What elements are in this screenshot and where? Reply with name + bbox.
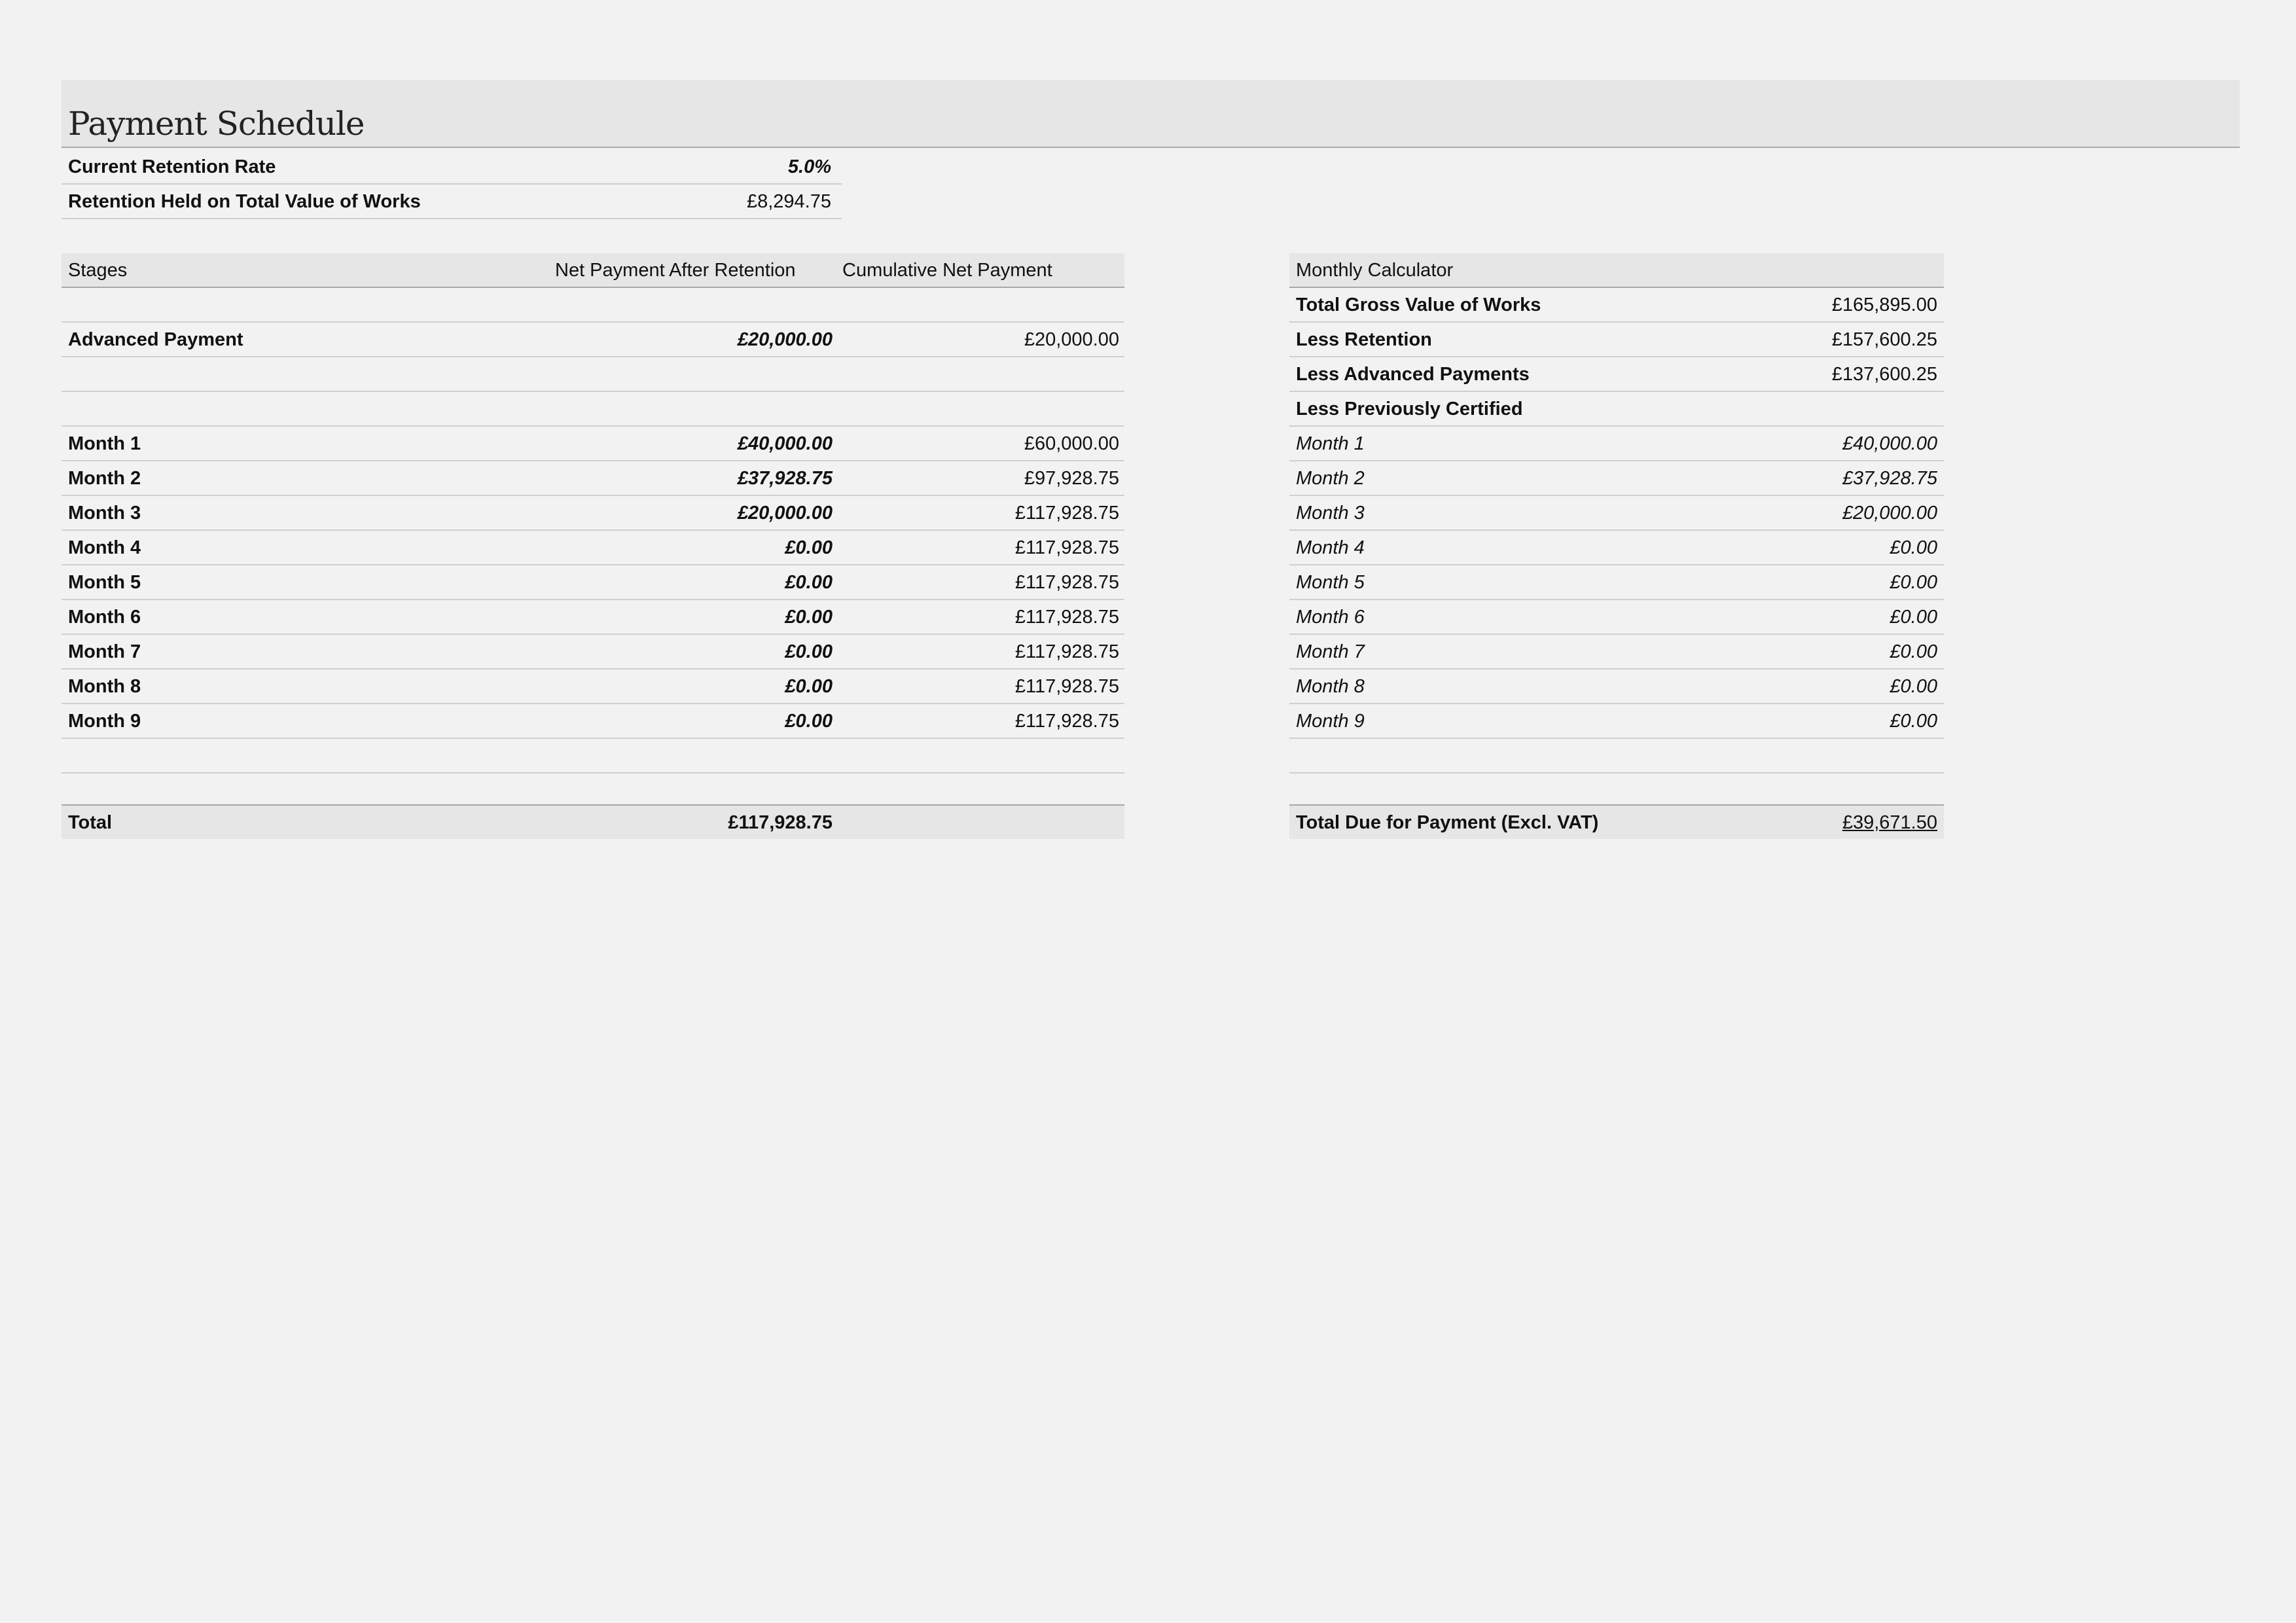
month-cumulative: £117,928.75 — [1014, 607, 1119, 628]
month-net: £0.00 — [785, 537, 833, 558]
stages-total-label: Total — [68, 812, 113, 833]
calculator-header-row — [1289, 253, 1944, 288]
less-previous-row — [1289, 392, 1944, 427]
calc-month-label: Month 4 — [1296, 537, 1365, 558]
advanced-payment-row — [62, 323, 1124, 357]
calculator-header: Monthly Calculator — [1296, 260, 1454, 281]
stages-header-row — [62, 253, 1124, 288]
calc-month-value: £20,000.00 — [1842, 503, 1937, 524]
retention-rate-label: Current Retention Rate — [68, 156, 276, 177]
calc-month-label: Month 6 — [1296, 607, 1365, 628]
stages-blank-row — [62, 392, 1124, 427]
month-label: Month 3 — [68, 503, 141, 524]
list-item — [1289, 461, 1944, 496]
calc-month-value: £0.00 — [1890, 537, 1937, 558]
calc-month-label: Month 7 — [1296, 641, 1365, 662]
retention-held-label: Retention Held on Total Value of Works — [68, 191, 421, 212]
calc-month-value: £0.00 — [1890, 711, 1937, 732]
less-advanced-label: Less Advanced Payments — [1296, 364, 1530, 385]
advanced-payment-cumulative: £20,000.00 — [1024, 329, 1119, 350]
calc-month-label: Month 3 — [1296, 503, 1365, 524]
page-title-bar — [62, 80, 2240, 148]
calc-month-value: £37,928.75 — [1842, 468, 1937, 489]
calc-month-label: Month 2 — [1296, 468, 1365, 489]
month-net: £0.00 — [785, 572, 833, 593]
gross-value: £165,895.00 — [1831, 294, 1937, 315]
calc-month-label: Month 8 — [1296, 676, 1365, 697]
month-label: Month 1 — [68, 433, 141, 454]
table-row — [62, 669, 1124, 704]
month-net: £0.00 — [785, 676, 833, 697]
month-cumulative: £117,928.75 — [1014, 676, 1119, 697]
month-label: Month 2 — [68, 468, 141, 489]
stages-blank-row — [62, 288, 1124, 323]
list-item — [1289, 704, 1944, 739]
stages-total-row — [62, 804, 1124, 839]
month-cumulative: £117,928.75 — [1014, 537, 1119, 558]
stages-blank-row — [62, 739, 1124, 774]
less-advanced-value: £137,600.25 — [1831, 364, 1937, 385]
less-retention-value: £157,600.25 — [1831, 329, 1937, 350]
list-item — [1289, 531, 1944, 565]
less-retention-label: Less Retention — [1296, 329, 1432, 350]
month-net: £20,000.00 — [737, 503, 833, 524]
table-row — [62, 635, 1124, 669]
calc-month-label: Month 9 — [1296, 711, 1365, 732]
net-payment-header: Net Payment After Retention — [555, 260, 796, 281]
month-cumulative: £97,928.75 — [1024, 468, 1119, 489]
month-net: £0.00 — [785, 641, 833, 662]
month-cumulative: £117,928.75 — [1014, 641, 1119, 662]
month-net: £40,000.00 — [737, 433, 833, 454]
table-row — [62, 704, 1124, 739]
month-label: Month 8 — [68, 676, 141, 697]
total-due-value: £39,671.50 — [1842, 812, 1937, 833]
month-cumulative: £117,928.75 — [1014, 711, 1119, 732]
month-cumulative: £117,928.75 — [1014, 503, 1119, 524]
gross-value-row — [1289, 288, 1944, 323]
gross-value-label: Total Gross Value of Works — [1296, 294, 1541, 315]
month-label: Month 7 — [68, 641, 141, 662]
month-net: £37,928.75 — [737, 468, 833, 489]
page-title: Payment Schedule — [68, 105, 365, 143]
month-label: Month 9 — [68, 711, 141, 732]
month-net: £0.00 — [785, 607, 833, 628]
table-row — [62, 531, 1124, 565]
list-item — [1289, 600, 1944, 635]
stages-header: Stages — [68, 260, 128, 281]
cumulative-header: Cumulative Net Payment — [842, 260, 1052, 281]
month-cumulative: £60,000.00 — [1024, 433, 1119, 454]
calc-month-label: Month 5 — [1296, 572, 1365, 593]
list-item — [1289, 496, 1944, 531]
month-label: Month 5 — [68, 572, 141, 593]
list-item — [1289, 427, 1944, 461]
month-label: Month 6 — [68, 607, 141, 628]
month-label: Month 4 — [68, 537, 141, 558]
table-row — [62, 600, 1124, 635]
table-row — [62, 496, 1124, 531]
month-cumulative: £117,928.75 — [1014, 572, 1119, 593]
calculator-blank-row — [1289, 739, 1944, 774]
advanced-payment-label: Advanced Payment — [68, 329, 243, 350]
less-retention-row — [1289, 323, 1944, 357]
calc-month-value: £0.00 — [1890, 607, 1937, 628]
retention-rate-value: 5.0% — [787, 156, 831, 177]
list-item — [1289, 635, 1944, 669]
stages-total-value: £117,928.75 — [728, 812, 833, 833]
total-due-row — [1289, 804, 1944, 839]
table-row — [62, 461, 1124, 496]
less-previous-label: Less Previously Certified — [1296, 399, 1523, 419]
calc-month-value: £0.00 — [1890, 676, 1937, 697]
retention-held-row — [62, 185, 842, 219]
list-item — [1289, 669, 1944, 704]
calc-month-value: £40,000.00 — [1842, 433, 1937, 454]
month-net: £0.00 — [785, 711, 833, 732]
calc-month-value: £0.00 — [1890, 572, 1937, 593]
table-row — [62, 427, 1124, 461]
less-advanced-row — [1289, 357, 1944, 392]
retention-held-value: £8,294.75 — [746, 191, 831, 212]
list-item — [1289, 565, 1944, 600]
total-due-label: Total Due for Payment (Excl. VAT) — [1296, 812, 1599, 833]
calc-month-label: Month 1 — [1296, 433, 1365, 454]
retention-rate-row — [62, 150, 842, 185]
calc-month-value: £0.00 — [1890, 641, 1937, 662]
table-row — [62, 565, 1124, 600]
advanced-payment-net: £20,000.00 — [737, 329, 833, 350]
stages-blank-row — [62, 357, 1124, 392]
